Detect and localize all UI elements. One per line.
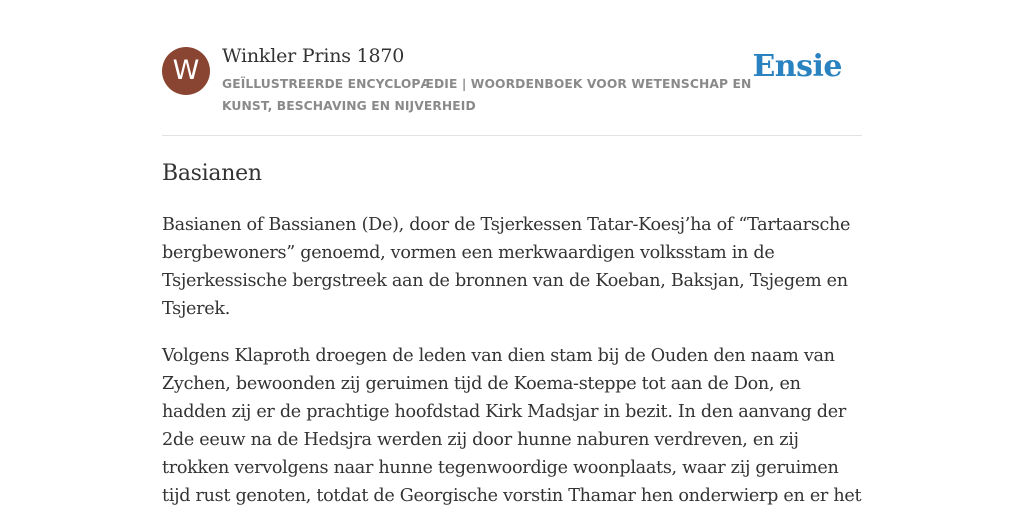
article	[162, 155, 862, 512]
article-paragraph: Basianen of Bassianen (De), door de Tsjerkessen Tatar-Koesj’ha of “Tartaarsche bergbewoners” genoemd, vormen een merkwaardigen volksstam in de Tsjerkessische bergstreek aan de bronnen van de Koeban, Baksjan, Tsjegem en Tsjerek.	[162, 215, 851, 319]
article-body	[162, 211, 862, 510]
header-divider	[162, 135, 862, 136]
source-title[interactable]: Winkler Prins 1870	[222, 45, 405, 67]
source-avatar[interactable]: W	[162, 47, 210, 95]
brand-logo[interactable]: Ensie	[752, 49, 842, 84]
article-paragraph: Volgens Klaproth droegen de leden van dien stam bij de Ouden den naam van Zychen, bewoonden zij geruimen tijd de Koema-steppe tot aan de Don, en hadden zij er de prachtige hoofdstad Kirk Madsjar in bezit. In den aanvang der 2de eeuw na de Hedsjra werden zij door hunne naburen verdreven, en zij trokken vervolgens naar hunne tegenwoordige woonplaats, waar zij geruimen tijd rust genoten, totdat de Georgische vorstin Thamar hen onderwierp en er het	[162, 346, 862, 506]
source-subtitle: GEÏLLUSTREERDE ENCYCLOPÆDIE | WOORDENBOEK VOOR WETENSCHAP EN KUNST, BESCHAVING EN NIJVERHEID	[222, 77, 752, 113]
source-header	[162, 40, 862, 135]
article-title: Basianen	[162, 161, 262, 186]
